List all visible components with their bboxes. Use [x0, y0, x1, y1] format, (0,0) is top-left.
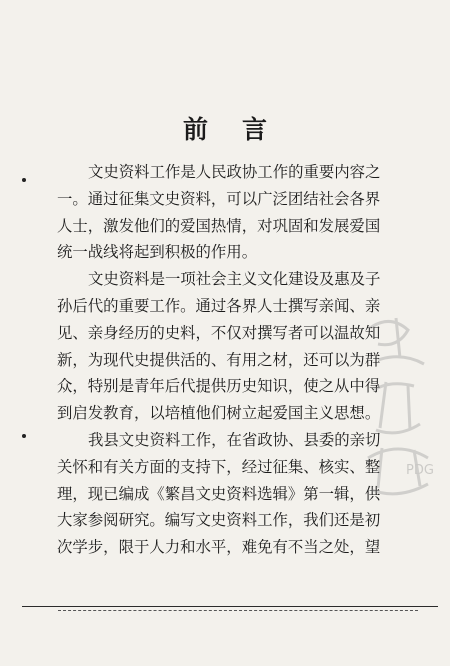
text-line: 理，现已编成《繁昌文史资料选辑》第一辑，供 [57, 484, 381, 503]
text-line: 文史资料是一项社会主义文化建设及惠及子 [88, 270, 381, 289]
text-line: 见、亲身经历的史料，不仅对撰写者可以温故知 [57, 323, 381, 342]
text-line: 文史资料工作是人民政协工作的重要内容之 [88, 163, 381, 181]
text-line: 人士，激发他们的爱国热情，对巩固和发展爱国 [57, 216, 381, 235]
text-line: 到启发教育，以培植他们树立起爱国主义思想。 [57, 404, 381, 423]
bottom-rule-fragment [58, 610, 418, 611]
bottom-rule [22, 606, 438, 607]
margin-dot-upper [22, 178, 26, 182]
text-line: 众，特别是青年后代提供历史知识，使之从中得 [57, 377, 381, 396]
library-stamp-watermark [356, 298, 448, 508]
preface-body [57, 159, 393, 561]
margin-dot-lower [22, 434, 26, 438]
text-line: 我县文史资料工作，在省政协、县委的亲切 [88, 430, 381, 449]
text-line: 一。通过征集文史资料，可以广泛团结社会各界 [57, 189, 381, 208]
text-line: 次学步，限于人力和水平，难免有不当之处，望 [57, 538, 381, 557]
text-line: 大家参阅研究。编写文史资料工作，我们还是初 [57, 511, 381, 530]
stamp-text: PDG [406, 463, 434, 478]
page-title: 前言 [182, 115, 301, 144]
stamp-graphic [356, 298, 448, 508]
text-line: 新，为现代史提供活的、有用之材，还可以为群 [57, 350, 381, 369]
text-line: 统一战线将起到积极的作用。 [57, 243, 258, 262]
text-line: 孙后代的重要工作。通过各界人士撰写亲闻、亲 [57, 296, 381, 315]
text-line: 关怀和有关方面的支持下，经过征集、核实、整 [57, 457, 381, 476]
